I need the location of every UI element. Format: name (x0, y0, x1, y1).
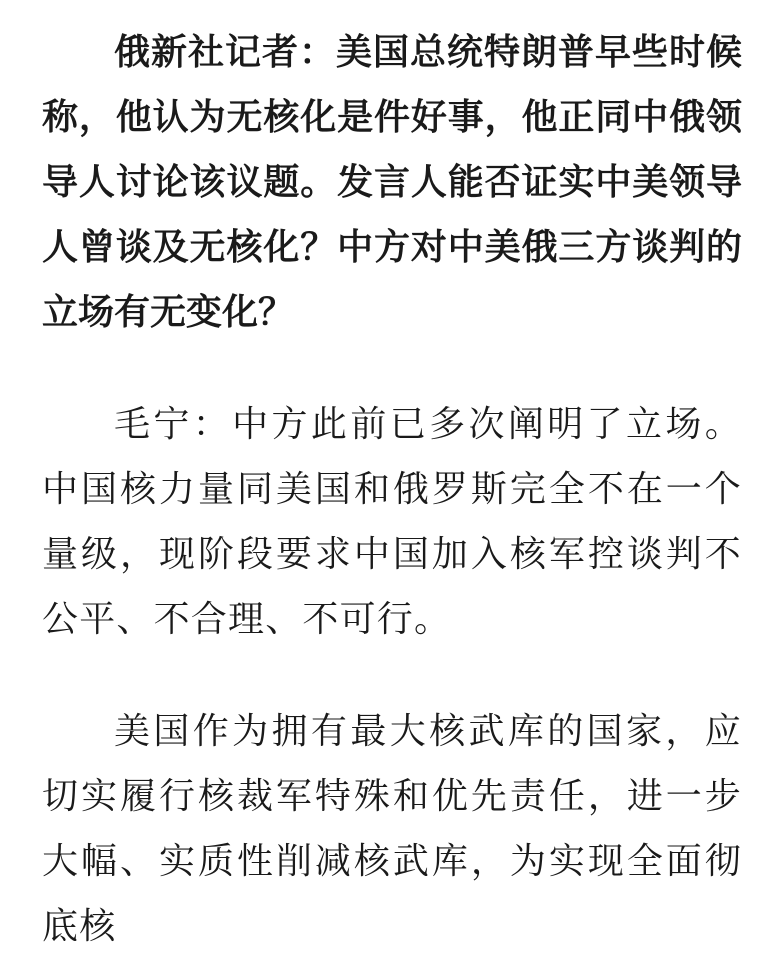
paragraph-spacer (42, 652, 742, 699)
spokesperson-answer-paragraph-continued: 美国作为拥有最大核武库的国家，应切实履行核裁军特殊和优先责任，进一步大幅、实质性削减核武库，为实现全面彻底核 (42, 711, 742, 947)
reporter-question-paragraph: 俄新社记者：美国总统特朗普早些时候称，他认为无核化是件好事，他正同中俄领导人讨论该议题。发言人能否证实中美领导人曾谈及无核化？中方对中美俄三方谈判的立场有无变化？ (42, 32, 742, 333)
paragraph-spacer (42, 345, 742, 392)
spokesperson-answer-paragraph: 毛宁：中方此前已多次阐明了立场。中国核力量同美国和俄罗斯完全不在一个量级，现阶段要求中国加入核军控谈判不公平、不合理、不可行。 (42, 404, 742, 640)
article-body (42, 20, 742, 959)
